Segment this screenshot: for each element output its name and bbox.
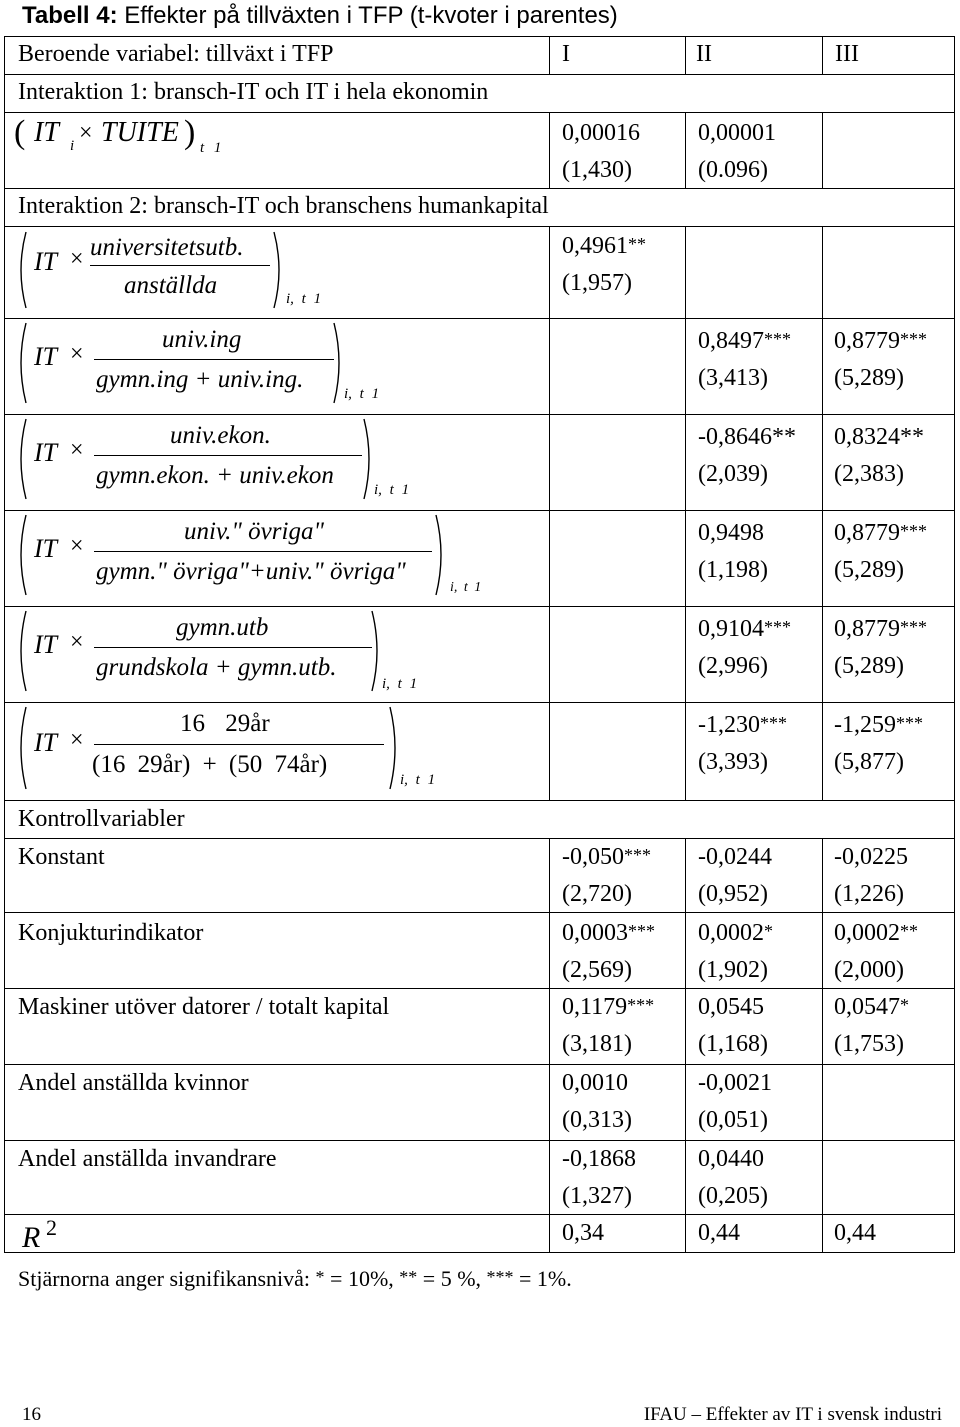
r-squared-label: R	[22, 1221, 41, 1254]
coefficient: -0,050	[562, 844, 624, 870]
table-cell	[562, 1070, 628, 1096]
significance-stars: ***	[900, 329, 927, 349]
coefficient: 0,0003	[562, 920, 628, 946]
rule	[4, 1214, 955, 1215]
t-ratio: (1,226)	[834, 881, 904, 907]
coefficient: -0,0225	[834, 844, 908, 870]
t-ratio: (2,720)	[562, 881, 632, 907]
times-symbol: ×	[70, 727, 84, 753]
rule	[4, 988, 955, 989]
significance-stars: ***	[900, 521, 927, 541]
coefficient: 0,8779	[834, 520, 900, 546]
t-ratio: (1,168)	[698, 1031, 768, 1057]
column-header-3: III	[835, 41, 859, 67]
coefficient: 0,0010	[562, 1070, 628, 1096]
coefficient: 0,9498	[698, 520, 764, 546]
table-cell	[698, 120, 776, 146]
footnote-text: Stjärnorna anger signifikansnivå:	[18, 1266, 316, 1291]
row-label: Maskiner utöver datorer / totalt kapital	[18, 994, 390, 1020]
t-ratio: (1,902)	[698, 957, 768, 983]
coefficient: 0,00016	[562, 120, 640, 146]
rule	[4, 606, 955, 607]
fraction-bar	[90, 265, 270, 266]
times-symbol: ×	[70, 246, 84, 272]
section-heading: Kontrollvariabler	[18, 806, 185, 832]
significance-stars: *	[764, 921, 773, 941]
formula-subscript: i, t 1	[382, 676, 418, 692]
rule	[4, 1064, 955, 1065]
rule	[549, 838, 550, 1253]
t-ratio: (5,877)	[834, 749, 904, 775]
table-cell	[562, 920, 655, 947]
rule	[4, 838, 955, 839]
formula-subscript: t 1	[200, 140, 222, 156]
t-ratio: (1,198)	[698, 557, 768, 583]
table-cell	[698, 616, 791, 643]
t-ratio: (0,205)	[698, 1183, 768, 1209]
footnote-text: = 1%.	[513, 1266, 572, 1291]
significance-stars: ***	[628, 921, 655, 941]
coefficient: 0,0002	[834, 920, 900, 946]
rule	[549, 36, 550, 74]
formula-numerator: univ.ing	[162, 326, 242, 353]
footnote-star: ***	[486, 1267, 514, 1287]
table-cell	[834, 920, 918, 947]
significance-stars: ***	[760, 713, 787, 733]
rule	[4, 510, 955, 511]
formula-it: IT	[34, 117, 59, 148]
coefficient: 0,0002	[698, 920, 764, 946]
coefficient: -1,259	[834, 712, 896, 738]
coefficient: -0,1868	[562, 1146, 636, 1172]
significance-stars: ***	[764, 329, 791, 349]
r-squared-superscript: 2	[46, 1215, 57, 1240]
formula-it: IT	[34, 438, 58, 467]
table-cell	[834, 712, 923, 739]
column-header-1: I	[562, 41, 570, 67]
table-cell	[834, 424, 924, 450]
table-cell	[698, 1070, 772, 1096]
table-cell	[562, 233, 646, 260]
formula-tuite: TUITE	[101, 117, 179, 148]
formula-denominator: anställda	[124, 272, 218, 299]
footnote-star: *	[315, 1267, 325, 1287]
section-heading: Interaktion 2: bransch-IT och branschens humankapital	[18, 193, 549, 219]
formula-numerator: univ." övriga"	[184, 518, 324, 545]
t-ratio: (5,289)	[834, 365, 904, 391]
section-heading: Interaktion 1: bransch-IT och IT i hela ekonomin	[18, 79, 489, 105]
formula-denominator: gymn.ing + univ.ing.	[96, 366, 304, 393]
footnote-text: = 5 %,	[417, 1266, 487, 1291]
page-number: 16	[22, 1404, 41, 1425]
row-label: Andel anställda kvinnor	[18, 1070, 249, 1096]
paren-left	[14, 705, 28, 791]
significance-stars: *	[900, 995, 909, 1015]
formula-subscript: i, t 1	[286, 291, 322, 307]
coefficient: -0,0244	[698, 844, 772, 870]
rule	[4, 74, 955, 75]
significance-stars: ***	[896, 713, 923, 733]
running-title: IFAU – Effekter av IT i svensk industri	[643, 1404, 942, 1425]
t-ratio: (0,051)	[698, 1107, 768, 1133]
fraction-bar	[94, 359, 334, 360]
formula-subscript: i, t 1	[344, 386, 380, 402]
significance-stars: **	[900, 921, 918, 941]
t-ratio: (3,181)	[562, 1031, 632, 1057]
formula-numerator: gymn.utb	[176, 614, 269, 641]
coefficient: 0,8497	[698, 328, 764, 354]
rule	[4, 702, 955, 703]
table-cell	[698, 424, 796, 450]
rule	[4, 414, 955, 415]
t-ratio: (2,000)	[834, 957, 904, 983]
significance-stars: ***	[900, 617, 927, 637]
significance-stars: ***	[627, 995, 655, 1015]
table-cell	[834, 616, 927, 643]
table-cell	[562, 120, 640, 146]
coefficient: 0,8779	[834, 616, 900, 642]
rule	[685, 838, 686, 1253]
fraction-bar	[94, 551, 432, 552]
significance-stars: **	[628, 234, 646, 254]
t-ratio: (1,430)	[562, 157, 632, 183]
table-cell	[834, 844, 908, 870]
rule	[4, 188, 955, 189]
formula-subscript: i	[70, 138, 75, 154]
dependent-variable-header: Beroende variabel: tillväxt i TFP	[18, 41, 334, 67]
table-cell	[834, 994, 909, 1021]
formula-it: IT	[34, 342, 58, 371]
t-ratio: (3,393)	[698, 749, 768, 775]
rule	[4, 800, 955, 801]
formula-numerator: univ.ekon.	[170, 422, 271, 449]
paren-left	[14, 417, 28, 501]
table-cell	[698, 520, 764, 546]
rule	[822, 36, 823, 74]
rule	[685, 36, 686, 74]
formula-subscript: i, t 1	[374, 482, 410, 498]
paren-right	[434, 513, 448, 597]
t-ratio: (2,383)	[834, 461, 904, 487]
table-cell	[834, 328, 927, 355]
rule	[822, 226, 823, 800]
formula-denominator: gymn.ekon. + univ.ekon	[96, 462, 334, 489]
table-cell	[698, 712, 787, 739]
table-cell	[698, 328, 791, 355]
paren-left	[14, 513, 28, 597]
table-label: Tabell 4:	[22, 2, 118, 29]
rule	[4, 1252, 955, 1253]
rule	[549, 226, 550, 800]
t-ratio: (0,952)	[698, 881, 768, 907]
row-label: Andel anställda invandrare	[18, 1146, 277, 1172]
t-ratio: (2,996)	[698, 653, 768, 679]
t-ratio: (3,413)	[698, 365, 768, 391]
coefficient: -0,8646**	[698, 424, 796, 450]
coefficient: -0,0021	[698, 1070, 772, 1096]
formula-denominator: gymn." övriga"+univ." övriga"	[96, 558, 406, 585]
table-cell	[698, 1146, 764, 1172]
table-cell: 0,44	[834, 1220, 876, 1246]
coefficient: -1,230	[698, 712, 760, 738]
times-symbol: ×	[70, 533, 84, 559]
table-title	[22, 2, 618, 30]
table-cell	[562, 1146, 636, 1172]
t-ratio: (1,327)	[562, 1183, 632, 1209]
times-symbol: ×	[70, 341, 84, 367]
table-cell	[562, 994, 654, 1021]
coefficient: 0,8324**	[834, 424, 924, 450]
table-cell	[562, 844, 651, 871]
formula-numerator: 16 29år	[180, 710, 270, 737]
rule	[4, 226, 955, 227]
footnote-star: **	[399, 1267, 418, 1287]
rule	[4, 912, 955, 913]
fraction-bar	[94, 647, 372, 648]
rule	[549, 112, 550, 188]
rule	[4, 1140, 955, 1141]
table-cell: 0,44	[698, 1220, 740, 1246]
coefficient: 0,0547	[834, 994, 900, 1020]
t-ratio: (2,039)	[698, 461, 768, 487]
row-label: Konstant	[18, 844, 105, 870]
table-footnote	[18, 1266, 572, 1292]
formula-denominator: grundskola + gymn.utb.	[96, 654, 337, 681]
times-symbol: ×	[79, 120, 93, 146]
coefficient: 0,8779	[834, 328, 900, 354]
t-ratio: (2,569)	[562, 957, 632, 983]
paren-left	[14, 609, 28, 693]
formula-numerator: universitetsutb.	[90, 234, 244, 261]
t-ratio: (5,289)	[834, 557, 904, 583]
table-cell	[698, 844, 772, 870]
t-ratio: (0,313)	[562, 1107, 632, 1133]
rule	[685, 112, 686, 188]
paren-left	[14, 321, 28, 405]
paren-left	[14, 230, 28, 310]
coefficient: 0,1179	[562, 994, 628, 1020]
row-label: Konjukturindikator	[18, 920, 204, 946]
coefficient: 0,4961	[562, 233, 628, 259]
rule	[4, 36, 5, 1253]
formula-it: IT	[34, 534, 58, 563]
significance-stars: ***	[764, 617, 791, 637]
rule	[822, 838, 823, 1253]
t-ratio: (1,957)	[562, 270, 632, 296]
significance-stars: ***	[624, 845, 651, 865]
formula-subscript: i, t 1	[400, 772, 436, 788]
fraction-bar	[94, 455, 362, 456]
table-cell: 0,34	[562, 1220, 604, 1246]
t-ratio: (1,753)	[834, 1031, 904, 1057]
table-caption: Effekter på tillväxten i TFP (t-kvoter i parentes)	[124, 2, 618, 29]
times-symbol: ×	[70, 437, 84, 463]
t-ratio: (0.096)	[698, 157, 768, 183]
formula-denominator: (16 29år) + (50 74år)	[92, 751, 328, 778]
coefficient: 0,0545	[698, 994, 764, 1020]
formula-it: IT	[34, 630, 58, 659]
formula-it: IT	[34, 728, 58, 757]
footnote-text: = 10%,	[324, 1266, 400, 1291]
t-ratio: (5,289)	[834, 653, 904, 679]
table-cell	[834, 520, 927, 547]
formula-it: IT	[34, 247, 58, 276]
formula-subscript: i, t 1	[450, 580, 482, 595]
coefficient: 0,9104	[698, 616, 764, 642]
rule	[4, 112, 955, 113]
rule	[822, 112, 823, 188]
rule	[685, 226, 686, 800]
paren-right: )	[184, 114, 196, 151]
rule	[954, 36, 955, 1253]
paren-left: (	[14, 114, 26, 151]
times-symbol: ×	[70, 629, 84, 655]
table-cell	[698, 994, 764, 1020]
column-header-2: II	[696, 41, 712, 67]
table-cell	[698, 920, 773, 947]
coefficient: 0,0440	[698, 1146, 764, 1172]
fraction-bar	[94, 744, 384, 745]
coefficient: 0,00001	[698, 120, 776, 146]
results-table	[4, 36, 955, 1253]
rule	[4, 36, 955, 37]
rule	[4, 318, 955, 319]
paren-right	[272, 230, 286, 310]
